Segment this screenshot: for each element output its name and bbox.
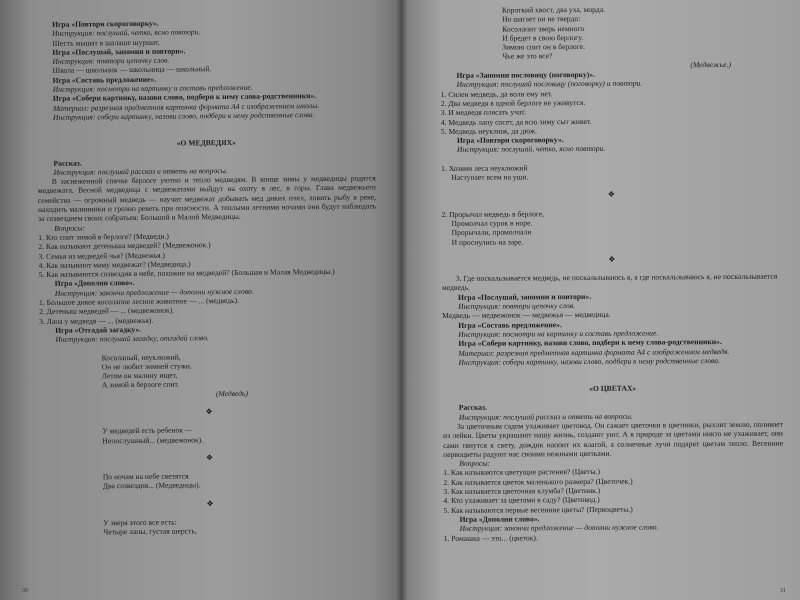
game-heading: Игра «Составь предложение». <box>458 319 562 330</box>
game-instruction: Инструкция: повтори цепочку слов. <box>52 55 170 67</box>
story-instruction: Инструкция: послушай рассказ и ответь на вопросы. <box>458 411 633 422</box>
game-heading: Игра «Послушай, запомни и повтори». <box>52 46 186 57</box>
game-block <box>440 69 781 155</box>
poem-line: 2. Прорычал медведь в берлоге, <box>441 208 545 219</box>
game-instruction: Инструкция: послушай, четко, ясно повтори. <box>52 27 201 39</box>
tongue-twister-1 <box>441 161 781 182</box>
game-heading: Игра «Собери картинку, назови слово, подбери к нему слова-родственники». <box>52 91 317 104</box>
text-line: 2. Детеныш медведей — ... (медвежонок). <box>39 305 175 317</box>
game-heading: Игра «Собери картинку, назови слово, подбери к нему слова-родственники». <box>458 337 722 349</box>
diamond-ornament: ❖ <box>206 498 214 509</box>
text-line: 1. Большое дикое косолапое лесное животное — ... (медведь). <box>38 295 240 307</box>
text-line: Медведь — медвежонок — медвежья — медведица. <box>442 310 611 321</box>
game-instruction: Школа — школьник — школьница — школьный. <box>52 64 212 76</box>
game-heading: Игра «Повтори скороговорку». <box>456 135 564 146</box>
game-heading: Игра «Отгадай загадку». <box>55 324 142 335</box>
text-line: 4. Медведь лапу сосет, да всю зиму сыт живет. <box>440 116 592 127</box>
game-instruction: Инструкция: закончи предложение — дополни нужное слово. <box>459 522 659 534</box>
text-line: 1. Ромашка — это... (цветок). <box>443 532 538 543</box>
poem-line: Четыре лапы, густая шерсть, <box>103 526 197 537</box>
poem-line: Зимою спит он в берлоге. <box>502 42 586 52</box>
poem-line: Наступает всем на уши. <box>451 172 529 182</box>
riddle-1-answer: (Медведь) <box>215 388 249 398</box>
poem-line: А зимой в берлоге спит. <box>101 379 180 390</box>
poem-line: У зверя этого все есть: <box>103 517 177 528</box>
question-item: 1. Кто спит зимой в берлоге? (Медведи.) <box>38 231 169 242</box>
poem-line: И бредет в свою берлогу. <box>502 32 584 43</box>
text-line: 5. Медведь неуклюж, да дюж. <box>440 126 537 136</box>
poem-line: По ночам на небе светятся <box>102 471 189 482</box>
question-item: 2. Как называют детеныша медведей? (Медвежонок.) <box>38 240 211 252</box>
poem-line: Короткий хвост, два уха, морда. <box>501 4 606 15</box>
game-heading: Игра «Послушай, запомни и повтори». <box>458 291 592 302</box>
text-line: 3. Лапа у медведя — ... (медвежья). <box>39 315 154 326</box>
poem-line: Летом он малину ищет, <box>101 370 178 381</box>
story-paragraph: В заснеженной спячке берлоге уютно и тепло медведям. В конце зимы у медведицы родятся медвежата. Весной медведица с медвежатами выйдут на охоту в лес, в горы. Глава медвежьего семейства — огромный медведь — научит медвежат добывать мед диких пчел, ловить рыбу в реке, находить малинники и грозно реветь при опасности. А теплыми летними ночами они будут наблюдать за созвездием своих собратьев: Большой и Малой Медведицы. <box>37 173 377 224</box>
game-instruction: Инструкция: послушай, четко, ясно повтори. <box>456 144 606 155</box>
question-item: 4. Кто ухаживает за цветами в саду? (Цветовод.) <box>443 495 600 506</box>
game-instruction: Материал: разрезная предметная картинка формата А4 с изображением медведя. <box>458 346 730 358</box>
game-block <box>442 272 783 367</box>
game-instruction: Инструкция: посмотри на картинку и составь предложение. <box>458 328 659 339</box>
poem-line: Два созвездия... (Медведицы). <box>102 480 201 491</box>
section-title-bears: «О МЕДВЕДЯХ» <box>176 138 236 148</box>
page-number: 31 <box>780 588 786 594</box>
game-heading: Игра «Дополни слово». <box>54 278 135 289</box>
left-page-text <box>36 16 379 537</box>
poem-line: Косолапит зверь немного <box>502 23 585 34</box>
question-list <box>38 229 376 279</box>
game-block <box>39 276 378 345</box>
questions-label: Вопросы: <box>54 223 86 233</box>
game-instruction: Инструкция: повтори цепочку слов. <box>458 301 576 311</box>
page-number: 30 <box>22 588 28 594</box>
game-instruction: Инструкция: собери картинку, назови слово, подбери к нему родственные слова. <box>458 355 721 367</box>
question-list <box>443 466 783 515</box>
game-instruction: Инструкция: послушай пословицу (поговорку) и повтори. <box>456 78 643 90</box>
question-item: 5. Как называются созвездия в небе, похожие на медведей? (Большая и Малая Медведицы.) <box>38 267 335 280</box>
story-heading: Рассказ. <box>53 158 82 168</box>
diamond-ornament: ❖ <box>608 254 616 264</box>
poem-line: Промолчал сурок в норе. <box>451 218 533 228</box>
game-heading: Игра «Запомни пословицу (поговорку)». <box>456 69 596 80</box>
poem-line: Прорычали, промолчали <box>451 227 532 238</box>
game-instruction: Материал: разрезная предметная картинка формата А4 с изображением школы. <box>52 100 320 113</box>
right-page-text <box>440 4 784 543</box>
diamond-ornament: ❖ <box>205 453 214 463</box>
question-item: 3. Семья из медведей чья? (Медвежья.) <box>38 250 166 261</box>
game-instruction: Инструкция: собери картинку, назови слово, подбери к нему родственные слова. <box>52 110 315 122</box>
question-item: 2. Как называется цветок маленького размера? (Цветочек.) <box>443 476 633 487</box>
riddle-4 <box>41 515 379 537</box>
game-instruction: Шесть мышат в шалаше шуршат. <box>52 37 160 48</box>
text-line: 1. Силен медведь, да волн ему нет. <box>440 88 553 99</box>
game-block <box>444 513 784 543</box>
game-heading: Игра «Составь предложение». <box>52 74 157 85</box>
poem-line: У медведей есть ребенок — <box>102 425 193 436</box>
riddle-1 <box>39 350 377 391</box>
tongue-twister-2 <box>441 207 781 247</box>
diamond-ornament: ❖ <box>205 407 213 417</box>
poem-line: 1. Хозяин леса неуклюжий <box>441 163 528 173</box>
section-title-flowers: «О ЦВЕТАХ» <box>589 383 637 394</box>
text-line: 2. Два медведя в одной берлоге не уживутся. <box>440 97 586 108</box>
story-instruction: Инструкция: послушай рассказ и ответь на вопросы. <box>53 165 228 177</box>
question-item: 5. Как называются первые весенние цветы? (Первоцветы.) <box>443 504 633 515</box>
riddle-answer: (Медвежье.) <box>690 59 732 70</box>
question-item: 1. Как называются цветущие растения? (Цветы.) <box>443 467 601 478</box>
book-gutter <box>396 0 408 600</box>
diamond-ornament: ❖ <box>607 190 615 200</box>
poem-line: Непослушный... (медвежонок). <box>102 434 204 445</box>
left-top-block <box>36 16 375 122</box>
game-instruction: 3. Где поскальзывается медведь, не поскальзываюсь я, а где поскальзываюсь я, не поскальзывается медведь. <box>441 271 778 293</box>
text-line: 3. И медведя плясать учат. <box>440 107 526 118</box>
riddle-continued <box>440 4 780 62</box>
poem-line: Чье же это все? <box>502 51 553 62</box>
game-heading: Игра «Повтори скороговорку». <box>51 18 159 29</box>
question-item: 3. Как называется цветочная клумба? (Цветник.) <box>443 485 601 497</box>
poem-line: Он не любит зимней стужи. <box>101 361 192 372</box>
poem-line: Косолапый, неуклюжий, <box>101 352 181 362</box>
poem-line: Но шагает он не твердо: <box>502 14 581 24</box>
game-instruction: Инструкция: послушай загадку, отгадай слово. <box>55 333 209 345</box>
game-instruction: Инструкция: посмотри на картинку и составь предложение. <box>52 82 253 94</box>
question-item: 4. Как называют маму медвежат? (Медведица.) <box>38 259 191 270</box>
right-page <box>402 0 800 600</box>
poem-line: И проснулись на заре. <box>451 236 524 247</box>
questions-label: Вопросы: <box>459 458 491 469</box>
story-paragraph: За цветочным садом ухаживает цветовод. Он сажает цветочки в цветники, рыхлит землю, поливает из лейки. Цветы украшают нашу жизнь, создают уют. А в природе за цветами никто не ухаживает, они сами тянутся к свету, дождик напоит их влагой, а солнечные лучи подарят цветам тепло. Весенние первоцветы радуют нас своими нежными цветками. <box>442 419 784 459</box>
game-heading: Игра «Дополни слово». <box>459 514 540 524</box>
story-heading: Рассказ. <box>458 403 488 413</box>
game-instruction: Инструкция: закончи предложение — дополни нужное слово. <box>54 286 254 298</box>
